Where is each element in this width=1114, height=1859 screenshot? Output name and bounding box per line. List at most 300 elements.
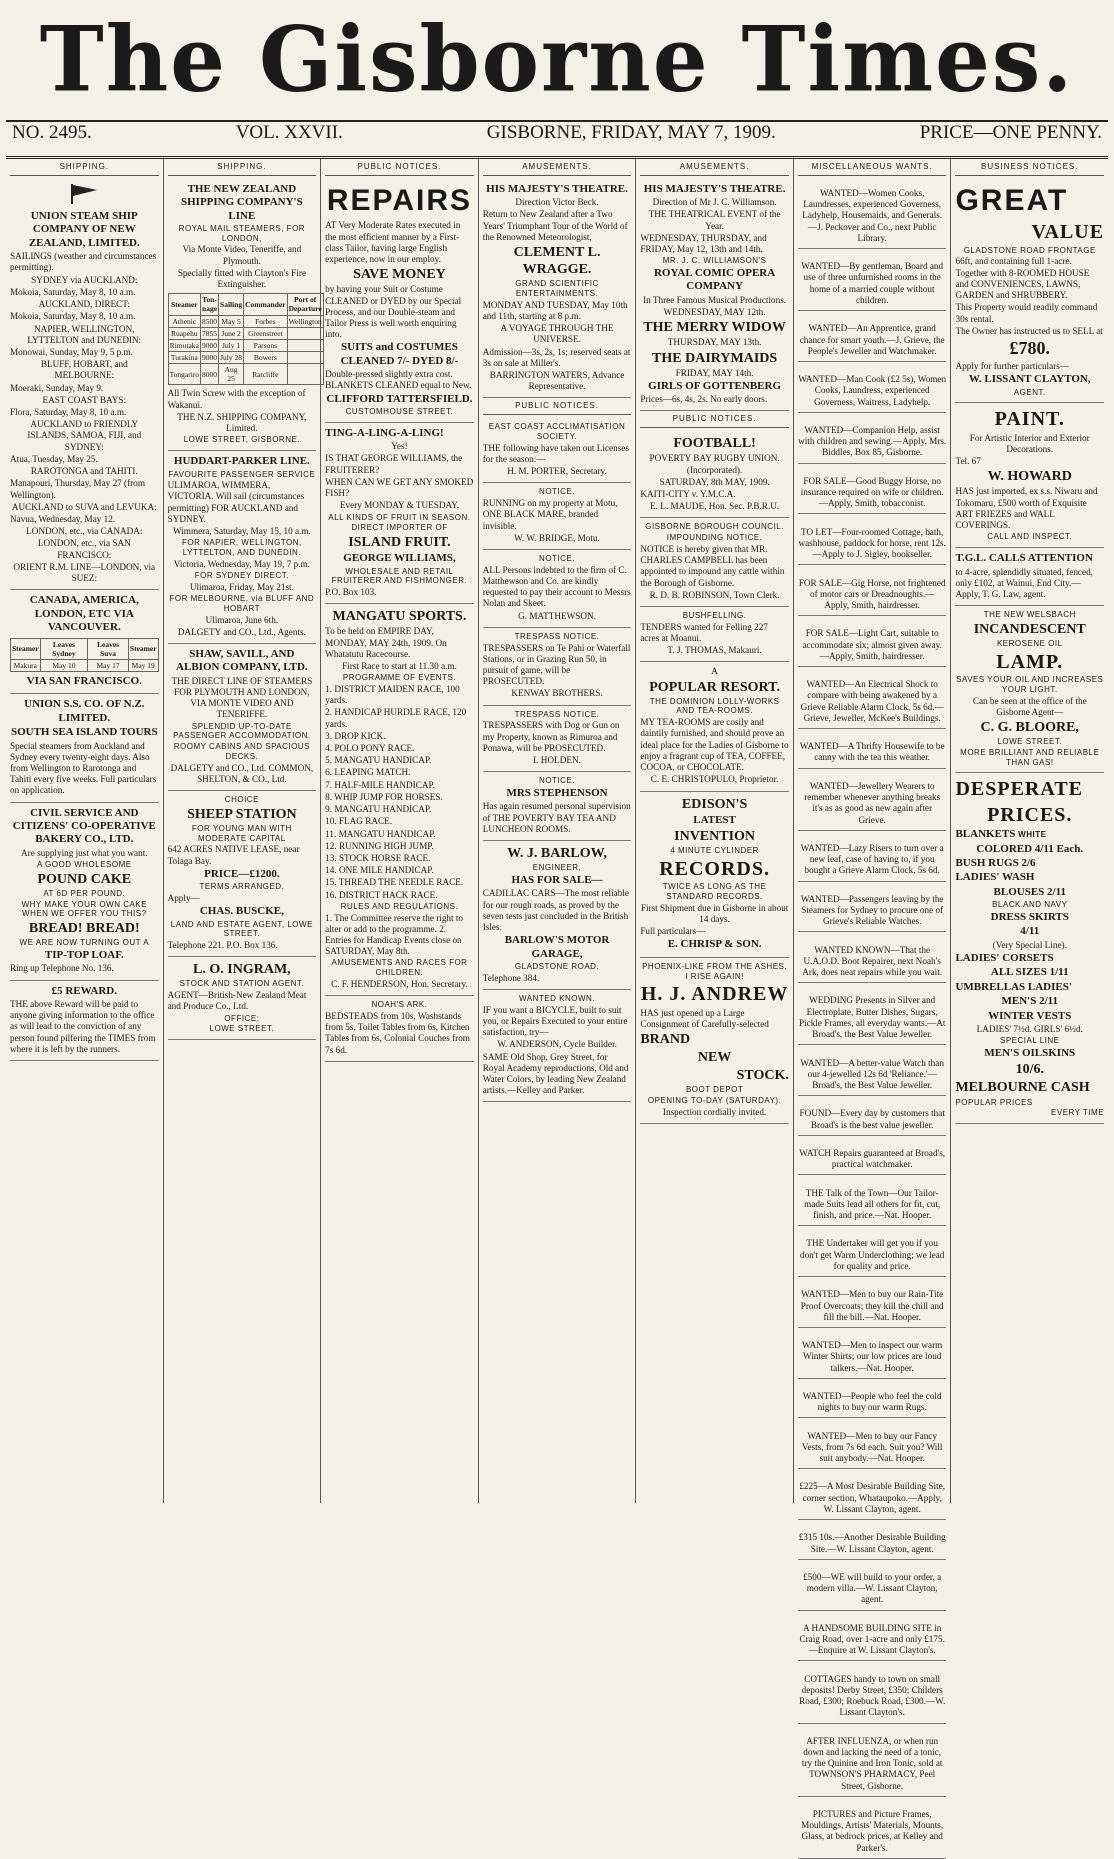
edison-shipment: First Shipment due in Gisborne in about 14 days.	[640, 902, 789, 924]
south-sea-body: Special steamers from Auckland and Sydney every twenty-eight days. Also from Wellington to Rarotonga and Tahiti every five weeks. Full particulars on application.	[10, 740, 157, 796]
andrew-stock: STOCK.	[736, 1068, 789, 1084]
stephenson-name: MRS STEPHENSON	[506, 787, 608, 800]
nzs-company: THE N.Z. SHIPPING COMPANY, Limited.	[177, 411, 307, 434]
programme-title: PROGRAMME OF EVENTS.	[342, 673, 456, 683]
huddart-ad	[168, 451, 317, 644]
bushfelling-body: TENDERS wanted for Felling 227 acres at Moanui.	[640, 621, 768, 643]
george-question: IS THAT GEORGE WILLIAMS, the FRUITERER?	[325, 453, 463, 475]
gladstone-apply: Apply for further particulars—	[955, 360, 1069, 371]
ladies-wash: LADIES' WASH	[955, 871, 1035, 884]
theatre-dates: WEDNESDAY, THURSDAY, and FRIDAY, May 12, 13th and 14th.	[640, 232, 767, 255]
george-pobox: P.O. Box 103.	[325, 587, 377, 597]
wragge-dates: MONDAY AND TUESDAY, May 10th and 11th, starting at 8 p.m.	[482, 299, 628, 321]
blouses: BLOUSES 2/11	[993, 885, 1066, 898]
repairs-body: AT Very Moderate Rates executed in the most efficient manner by a First-class Tailor, having large English experience, now in our employ.	[325, 220, 461, 264]
list-item: A HANDSOME BUILDING SITE in Craig Road, over 1-acre and only £175.—Enquire at W. Lissant Clayton's.	[798, 1620, 947, 1662]
noahs-ark-ad	[325, 996, 474, 1062]
column-business	[951, 159, 1108, 1503]
incandescent: INCANDESCENT	[973, 621, 1086, 637]
list-item: WANTED—Lazy Risers to turn over a new leaf, case of having to, if you bought a Grieve Alarm Clock, 5s 6d.	[798, 840, 947, 882]
dateline	[6, 122, 1108, 159]
event-item: 14. ONE MILE HANDICAP.	[325, 865, 434, 876]
union-title: UNION STEAM SHIP COMPANY OF NEW ZEALAND, LIMITED.	[28, 209, 140, 249]
impounding-title: IMPOUNDING NOTICE.	[666, 533, 763, 543]
blankets-item: BLANKETS	[955, 828, 1016, 841]
notice-title: NOTICE.	[539, 776, 575, 786]
edison-latest: LATEST	[693, 813, 736, 826]
bloore-name: C. G. BLOORE,	[980, 720, 1079, 736]
reward-body: THE above Reward will be paid to anyone giving information to the office as will lead to the conviction of any person found pilfering the TIMES from where it is left by the runners.	[10, 999, 156, 1054]
column-misc-wants	[794, 159, 952, 1853]
theatre-event: THE THEATRICAL EVENT of the Year.	[648, 209, 781, 231]
andrew-inspection: Inspection cordially invited.	[662, 1106, 767, 1117]
bushfelling-title: BUSHFELLING.	[682, 610, 747, 620]
every-time: EVERY TIME	[1051, 1108, 1105, 1118]
acclim-porter: H. M. PORTER, Secretary.	[507, 466, 607, 477]
column-header: AMUSEMENTS.	[483, 159, 632, 176]
bakery-why: WHY MAKE YOUR OWN CAKE WHEN WE OFFER YOU THIS?	[21, 899, 147, 919]
bushfelling-ad	[640, 607, 789, 662]
volume: VOL. XXVII.	[235, 122, 343, 143]
kelley-parker-line: SAME Old Shop, Grey Street, for Royal Academy reproductions, Old and Water Colors, by leading New Zealand artists.—Kelley and Parker.	[482, 1051, 629, 1096]
nzs-fitted: Specially fitted with Clayton's Fire Extinguisher.	[177, 267, 306, 290]
suits-price: SUITS and COSTUMES CLEANED 7/- DYED 8/-	[340, 341, 459, 367]
lolly-sign: C. E. CHRISTOPULO, Proprietor.	[650, 774, 779, 785]
henderson: C. F. HENDERSON, Hon. Secretary.	[331, 978, 468, 989]
notice-stephenson	[483, 772, 632, 841]
clifford-name: CLIFFORD TATTERSFIELD.	[326, 392, 473, 405]
corsets: LADIES' CORSETS	[955, 951, 1054, 964]
reward-title: £5 REWARD.	[51, 984, 117, 997]
nzs-via: Via Monte Video, Teneriffe, and Plymouth.	[182, 244, 302, 266]
football-union: POVERTY BAY RUGBY UNION. (Incorporated).	[649, 453, 780, 475]
sheep-title: SHEEP STATION	[187, 806, 297, 822]
notice-title: TRESPASS NOTICE.	[514, 709, 600, 719]
children-races: AMUSEMENTS AND RACES FOR CHILDREN.	[331, 958, 468, 978]
chrisp-name: E. CHRISP & SON.	[667, 938, 762, 951]
barlow-name: W. J. BARLOW,	[507, 846, 607, 862]
south-sea-title: SOUTH SEA ISLAND TOURS	[10, 726, 158, 739]
mangatu-body: To be held on EMPIRE DAY, MONDAY, MAY 24th, 1909. On Whatatutu Racecourse.	[325, 626, 447, 659]
sailing-line: AUCKLAND, DIRECT:	[38, 299, 130, 310]
wants-list	[798, 185, 947, 1859]
sailings: SAILINGS (weather and circumstances permitting).	[10, 251, 157, 273]
wragge-ad	[483, 179, 632, 399]
borough-ad	[640, 518, 789, 607]
girls-gottenberg: GIRLS OF GOTTENBERG	[648, 379, 782, 392]
repairs-title: REPAIRS	[326, 183, 473, 217]
umbrellas: UMBRELLAS LADIES'	[955, 980, 1072, 993]
tingaling: TING-A-LING-A-LING!	[325, 426, 444, 439]
theatre-direction: Direction of Mr J. C. Williamson.	[652, 197, 777, 208]
dairymaids: THE DAIRYMAIDS	[652, 350, 778, 366]
list-item: FOUND—Every day by customers that Broad's is the best value jeweller.	[798, 1105, 947, 1135]
paint-title: PAINT.	[994, 408, 1065, 431]
rules-title: RULES AND REGULATIONS.	[340, 901, 459, 911]
sailing-line: Mokoia, Saturday, May 8, 10 a.m.	[10, 286, 136, 297]
sailing-line: LONDON, etc., via CANADA:	[26, 526, 143, 537]
huddart-line: FOR SYDNEY DIRECT.	[194, 571, 289, 581]
bakery-phone: Ring up Telephone No. 136.	[10, 963, 114, 974]
fish-days: Every MONDAY & TUESDAY.	[339, 500, 459, 511]
trespass-holden	[483, 706, 632, 773]
barlow-sale: HAS FOR SALE—	[511, 873, 603, 886]
list-item: PICTURES and Picture Frames, Mouldings, Artists' Materials, Mounts, Glass, at bedrock prices, at Kelley and Parker's.	[798, 1806, 947, 1859]
uss-ad	[10, 694, 159, 802]
table-header: Port of Departure	[288, 295, 322, 314]
mangatu-sports-ad	[325, 604, 474, 996]
acclimatisation-ad	[483, 418, 632, 483]
all-kinds: ALL KINDS OF FRUIT IN SEASON.	[328, 512, 471, 522]
blankets-colored: COLORED 4/11 Each.	[976, 842, 1084, 855]
event-item: 16. DISTRICT HACK RACE.	[325, 889, 438, 900]
list-item: WANTED—Jewellery Wearers to remember whenever anything breaks it's as as good as new again after Grieve.	[798, 778, 947, 831]
merry-widow: THE MERRY WIDOW	[643, 320, 786, 336]
huddart-line: FOR MELBOURNE, via BLUFF AND HOBART	[169, 594, 315, 613]
sailing-line: Navua, Wednesday, May 12.	[10, 514, 116, 524]
barlow-tel: Telephone 384.	[482, 972, 540, 983]
andrew-ad	[640, 958, 789, 1124]
list-item: WANTED—Men to buy our Rain-Tite Proof Overcoats; they kill the chill and fill the bill.—Nat. Hooper.	[798, 1286, 947, 1328]
sailing-line: BLUFF, HOBART, and MELBOURNE:	[40, 359, 128, 381]
impounding-body: NOTICE is hereby given that MR. CHARLES CAMPBELL has been appointed to impound any cattle within the Borough of Gisborne.	[640, 543, 785, 588]
williamson-ad	[640, 179, 789, 412]
first-race: First Race to start at 11.30 a.m.	[342, 660, 457, 671]
column-shipping-2	[164, 159, 322, 1503]
howard-body: HAS just imported, ex s.s. Niwaru and Tokomaru, £500 worth of Exquisite ART FRIEZES and WALL COVERINGS.	[955, 486, 1098, 531]
canada-table: Steamer Leaves Sydney Leaves Suva Steamer Makura May 10 May 17 May 19	[12, 639, 157, 670]
list-item: WANTED—Companion Help, assist with children and sewing.—Apply, Mrs. Biddles, Box 85, Gisborne.	[798, 422, 947, 464]
dress-skirts: DRESS SKIRTS	[990, 910, 1069, 923]
paint-ad	[955, 403, 1104, 548]
lolly-body: MY TEA-ROOMS are cosily and daintily furnished, and should prove an ideal place for the Ladies of Gisborne to enjoy a fragrant cup of TEA, COFFEE, COCOA, or CHOCOLATE.	[640, 717, 789, 773]
football-date: SATURDAY, 8th MAY, 1909.	[659, 476, 770, 487]
sheep-choice: CHOICE	[224, 795, 259, 805]
direct-importer: DIRECT IMPORTER OF	[351, 523, 448, 533]
sailing-line: RAROTONGA and TAHITI.	[30, 466, 138, 477]
borough-title: GISBORNE BOROUGH COUNCIL.	[645, 522, 784, 532]
event-item: 10. FLAG RACE.	[325, 816, 393, 827]
bread-heading: BREAD! BREAD!	[28, 921, 140, 937]
table-header: Ton-nage	[202, 295, 218, 314]
melbourne-cash: MELBOURNE CASH	[955, 1080, 1090, 1096]
sheep-price: PRICE—£1200.	[204, 867, 280, 880]
ingram-sub: STOCK AND STATION AGENT.	[179, 979, 305, 989]
notice-body: ALL Persons indebted to the firm of C. Matthewson and Co. are kindly requested to pay their account to Messrs Nolan and Skeet.	[482, 564, 631, 609]
wragge-grand: GRAND SCIENTIFIC ENTERTAINMENTS.	[515, 279, 599, 298]
clayton-name: W. LISSANT CLAYTON,	[968, 373, 1091, 386]
sailing-line: Flora, Saturday, May 8, 10 a.m.	[10, 407, 127, 418]
wragge-name: CLEMENT L. WRAGGE.	[513, 245, 601, 278]
lamp-saves: SAVES YOUR OIL AND INCREASES YOUR LIGHT.	[956, 675, 1104, 694]
sailing-line: Moeraki, Sunday, May 9.	[10, 382, 104, 393]
buscke-name: CHAS. BUSCKE,	[199, 905, 284, 918]
great-title: GREAT	[955, 183, 1069, 217]
yes-line: Yes!	[391, 441, 408, 452]
notice-sign: KENWAY BROTHERS.	[511, 688, 603, 699]
event-item: 8. WHIP JUMP FOR HORSES.	[325, 791, 443, 802]
sanfran-title: VIA SAN FRANCISCO.	[26, 674, 142, 687]
wragge-rep: BARRINGTON WATERS, Advance Representative.	[489, 370, 625, 392]
list-item: WANTED—Men to buy our Fancy Vests, from 7s 6d each. Suit you? Will suit anybody.—Nat. Hooper.	[798, 1428, 947, 1470]
paint-tel: Tel. 67	[955, 456, 981, 467]
ingram-ad	[168, 957, 317, 1040]
nzs-table	[168, 293, 324, 385]
notice-title: NOTICE.	[539, 487, 575, 497]
phoenix-line: PHOENIX-LIKE FROM THE ASHES, I RISE AGAIN!	[642, 961, 788, 981]
sheep-sub: FOR YOUNG MAN WITH MODERATE CAPITAL	[191, 823, 292, 843]
price: PRICE—ONE PENNY.	[919, 122, 1102, 143]
sailing-line: Monowai, Sunday, May 9, 5 p.m.	[10, 346, 133, 357]
huddart-line: Ulimaroa, June 6th.	[205, 614, 279, 625]
bakery-turning: WE ARE NOW TURNING OUT A	[19, 938, 150, 948]
notice-title: NOTICE.	[539, 553, 575, 563]
barlow-ad	[483, 841, 632, 990]
list-item: WANTED—By gentleman, Board and use of three unfurnished rooms in the home of a married couple without children.	[798, 258, 947, 311]
clifford-address: CUSTOMHOUSE STREET.	[345, 407, 454, 417]
popular-resort: POPULAR RESORT.	[649, 679, 780, 695]
blankets-white: WHITE	[1018, 830, 1047, 840]
sheep-acres: 642 ACRES NATIVE LEASE, near Tolaga Bay.	[167, 844, 300, 866]
table-row: Rimutaka 9000 July 1 Parsons	[168, 339, 323, 351]
kerosene: KEROSENE OIL	[996, 638, 1063, 648]
event-item: 6. LEAPING MATCH.	[325, 767, 411, 778]
table-header: Commander	[244, 294, 287, 315]
shaw-savill-ad	[168, 644, 317, 791]
section-header: PUBLIC NOTICES.	[640, 411, 789, 428]
shaw-cabins: ROOMY CABINS AND SPACIOUS DECKS.	[173, 742, 310, 761]
bakery-title: CIVIL SERVICE AND CITIZENS' CO-OPERATIVE BAKERY CO., LTD.	[12, 806, 156, 846]
column-header: PUBLIC NOTICES.	[325, 159, 474, 176]
sailing-line: NAPIER, WELLINGTON, LYTTELTON and DUNEDIN:	[27, 323, 142, 345]
canada-title: CANADA, AMERICA, LONDON, ETC VIA VANCOUVER.	[29, 594, 139, 634]
theatre-direction: Direction Victor Beck.	[515, 197, 599, 208]
column-amusements-2	[636, 159, 794, 1503]
ingram-body: AGENT—British-New Zealand Meat and Produce Co., Ltd.	[167, 990, 307, 1012]
event-item: 15. THREAD THE NEEDLE RACE.	[325, 877, 464, 888]
save-body: by having your Suit or Costume CLEANED or DYED by our Special Process, and our Double-steam and Tailor Press is well worth enquiring into.	[325, 284, 462, 340]
welsbach-title: THE NEW WELSBACH	[983, 610, 1076, 620]
column-header: MISCELLANEOUS WANTS.	[798, 159, 947, 176]
special-line: SPECIAL LINE	[1000, 1036, 1060, 1046]
gladstone-rental: This Property would readily command 30s rental.	[955, 302, 1098, 324]
dress-price: 4/11	[1020, 925, 1040, 938]
nzs-address: LOWE STREET, GISBORNE.	[183, 435, 301, 445]
theatre-jcw: MR. J. C. WILLIAMSON'S	[662, 256, 767, 266]
notice-body: RUNNING on my property at Motu, ONE BLACK MARE, branded invisible.	[482, 498, 618, 531]
save-money: SAVE MONEY	[353, 267, 446, 283]
gladstone-body: 66ft, and containing full 1-acre. Together with 8-ROOMED HOUSE and CONVENIENCES, LAWNS, GARDEN and SHRUBBERY.	[955, 256, 1090, 301]
bakery-body: Are supplying just what you want.	[21, 847, 148, 858]
tgl-ad	[955, 548, 1104, 606]
winter-vests: WINTER VESTS	[988, 1009, 1072, 1022]
barlow-cadillac: CADILLAC CARS—The most reliable for our rough roads, as proved by the seven tests just concluded in the British Isles.	[482, 888, 629, 932]
ingram-office: OFFICE:	[224, 1013, 260, 1023]
theatre-title: HIS MAJESTY'S THEATRE.	[486, 182, 628, 195]
barlow-engineer: ENGINEER,	[532, 863, 582, 873]
bloore-brilliant: MORE BRILLIANT AND RELIABLE THAN GAS!	[960, 747, 1100, 767]
oilskins: MEN'S OILSKINS	[984, 1046, 1076, 1059]
blankets-line: Double-pressed slightly extra cost. BLANKETS CLEANED equal to New.	[325, 369, 472, 391]
popular-prices: POPULAR PRICES	[955, 1097, 1033, 1107]
list-item: £225—A Most Desirable Building Site, corner section, Whataupoko.—Apply, W. Lissant Clayton, agent.	[798, 1478, 947, 1520]
bushfelling-sign: T. J. THOMAS, Makauri.	[667, 645, 762, 656]
andrew-brand: BRAND	[640, 1032, 691, 1048]
column-header: SHIPPING.	[10, 159, 159, 176]
notice-sign: W. W. BRIDGE, Motu.	[514, 532, 600, 543]
sheep-apply: Apply—	[167, 893, 200, 904]
island-fruit: ISLAND FRUIT.	[348, 535, 451, 551]
theatre-body: Return to New Zealand after a Two Years' Triumphant Tour of the World of the Renowned Meteorologist,	[482, 209, 628, 242]
list-item: FOR SALE—Light Cart, suitable to accommodate six; almost given away.—Apply, Smith, hairdresser.	[798, 625, 947, 667]
bloore-address: LOWE STREET.	[997, 737, 1063, 747]
list-item: WEDDING Presents in Silver and Electroplate, Butter Dishes, Sugars, Pickle Frames, all everyday wants.—At Broad's, the Best Value Jeweller.	[798, 992, 947, 1045]
sailing-line: AUCKLAND to FRIENDLY ISLANDS, SAMOA, FIJI, and SYDNEY:	[27, 419, 142, 452]
list-item: WANTED—An Electrical Shock to compare with being awakened by a Grieve Reliable Alarm Clock, 5s 6d.—Grieve, Jeweller, McKee's Buildings.	[798, 676, 947, 729]
shaw-title: SHAW, SAVILL, AND ALBION COMPANY, LTD.	[176, 647, 308, 674]
bakery-ad	[10, 803, 159, 981]
theatre-title: HIS MAJESTY'S THEATRE.	[643, 182, 786, 195]
list-item: WANTED—Women Cooks, Laundresses, experienced Governess, Ladyhelp, Housemaids, and Generals.—J. Peckover and Co., next Public Library.	[798, 185, 947, 249]
event-item: 13. STOCK HORSE RACE.	[325, 852, 431, 863]
newspaper-title: The Gisborne Times.	[39, 6, 1075, 113]
andrew-opening: OPENING TO-DAY (SATURDAY).	[647, 1096, 782, 1106]
lolly-works: THE DOMINION LOLLY-WORKS AND TEA-ROOMS.	[649, 696, 780, 716]
shaw-splendid: SPLENDID UP-TO-DATE PASSENGER ACCOMMODATION.	[173, 721, 311, 741]
column-header: BUSINESS NOTICES.	[955, 159, 1104, 176]
nzs-sub: ROYAL MAIL STEAMERS, FOR LONDON,	[178, 223, 306, 243]
andrew-body: HAS just opened up a Large Consignment of Carefully-selected	[640, 1007, 769, 1029]
masthead	[6, 0, 1108, 122]
list-item: WANTED—An Apprentice, grand chance for smart youth.—J. Grieve, the People's Jeweller and Watchmaker.	[798, 320, 947, 362]
event-item: 7. HALF-MILE HANDICAP.	[325, 779, 435, 790]
event-item: 2. HANDICAP HURDLE RACE, 120 yards.	[325, 707, 467, 729]
resort-a: A	[711, 666, 718, 677]
sheep-terms: TERMS ARRANGED.	[199, 882, 285, 892]
andrew-new: NEW	[697, 1050, 732, 1066]
theatre-thu: THURSDAY, MAY 13th.	[667, 337, 762, 348]
prices-title: PRICES.	[987, 803, 1073, 826]
tgl-body: to 4-acre, splendidly situated, fenced, only £102, at Wainui, End City.—Apply, T. G. Law, agent.	[955, 566, 1093, 599]
column-header: SHIPPING.	[168, 159, 317, 176]
football-sign: E. L. MAUDE, Hon. Sec. P.B.R.U.	[650, 501, 780, 512]
edison-title: EDISON'S	[681, 796, 748, 812]
table-row: Tongariro 8000 Aug 25 Ratcliffe	[168, 364, 323, 385]
wanted-known-ad	[483, 990, 632, 1103]
list-item: THE Undertaker will get you if you don't get Warm Underclothing; we lead for quality and price.	[798, 1235, 947, 1277]
paint-artistic: For Artistic Interior and Exterior Decorations.	[969, 432, 1090, 454]
desperate-title: DESPERATE	[955, 778, 1084, 801]
barlow-address: GLADSTONE ROAD.	[514, 962, 600, 972]
lamp-title: LAMP.	[996, 650, 1064, 673]
list-item: WANTED—Men to inspect our warm Winter Shirts; our low prices are loud talkers.—Nat. Hooper.	[798, 1337, 947, 1379]
edison-records: RECORDS.	[659, 857, 770, 880]
list-item: TO LET—Four-roomed Cottage, bath, washhouse, paddock for horse, rent 12s.—Apply to J. Sigley, bookseller.	[798, 524, 947, 566]
trespass-kenway	[483, 628, 632, 706]
clayton-agent: AGENT.	[1013, 387, 1046, 397]
event-item: 3. DROP KICK.	[325, 730, 386, 741]
event-item: 9. MANGATU HANDICAP.	[325, 804, 432, 815]
black-navy: BLACK AND NAVY	[992, 900, 1068, 910]
impounding-sign: R. D. B. ROBINSON, Town Clerk.	[649, 589, 780, 600]
huddart-line: FOR NAPIER, WELLINGTON, LYTTELTON, AND DUNEDIN.	[181, 538, 302, 558]
winter-price: LADIES' 7½d. GIRLS' 6½d.	[976, 1024, 1083, 1035]
huddart-line: Wimmera, Saturday, May 15, 10 a.m.	[172, 526, 311, 537]
noahs-body: BEDSTEADS from 10s, Washstands from 5s, Toilet Tables from 6s, Kitchen Tables from 6s, Colonial Couches from 7s 6d.	[325, 1010, 470, 1055]
buscke-tel: Telephone 221.	[167, 940, 225, 951]
uss-title: UNION S.S. CO. OF N.Z. LIMITED.	[24, 698, 145, 724]
sailing-line: AUCKLAND to SUVA and LEVUKA:	[11, 501, 157, 512]
bakery-wholesome: A GOOD WHOLESOME	[36, 860, 132, 870]
event-item: 5. MANGATU HANDICAP.	[325, 755, 432, 766]
george-name: GEORGE WILLIAMS,	[343, 552, 456, 565]
list-item: WANTED—Man Cook (£2 5s), Women Cooks, Laundress, experienced Governess, Waitress, Ladyhelp.	[798, 371, 947, 413]
gladstone-price: £780.	[1009, 338, 1050, 359]
shaw-agents: DALGETY and CO., Ltd. COMMON, SHELTON, & CO., Ltd.	[170, 762, 314, 784]
sailing-line: LONDON, etc., via SAN FRANCISCO:	[37, 538, 131, 560]
howard-name: W. HOWARD	[987, 469, 1072, 485]
edison-ad	[640, 792, 789, 958]
gladstone-frontage: GLADSTONE ROAD FRONTAGE	[963, 245, 1096, 255]
list-item: FOR SALE—Good Buggy Horse, no insurance required on wife or children.—Apply, Smith, tobacconist.	[798, 473, 947, 515]
theatre-fri: FRIDAY, MAY 14th.	[675, 367, 754, 378]
theatre-wed: WEDNESDAY, MAY 12th.	[663, 307, 766, 318]
column-shipping-1	[6, 159, 164, 1503]
oilskin-price: 10/6.	[1015, 1062, 1044, 1078]
andrew-boot: BOOT DEPOT	[685, 1085, 744, 1095]
list-item: WANTED—A better-value Watch than our 4-jewelled 12s 6d 'Reliance.'—Broad's, the Best Value Jeweller.	[798, 1055, 947, 1097]
fish-question: WHEN CAN WE GET ANY SMOKED FISH?	[325, 476, 474, 499]
table-row: Athenic 8500 May 5 Forbes Wellington	[168, 315, 323, 327]
shaw-body: THE DIRECT LINE OF STEAMERS FOR PLYMOUTH AND LONDON, VIA MONTE VIDEO AND TENERIFFE.	[171, 675, 313, 720]
table-header: Steamer	[168, 294, 200, 315]
bakery-price: AT 6D PER POUND.	[43, 888, 126, 898]
sailing-line: Mokoia, Saturday, May 8, 10 a.m.	[10, 311, 136, 322]
pound-cake: POUND CAKE	[37, 871, 132, 887]
football-ad	[640, 431, 789, 518]
mangatu-title: MANGATU SPORTS.	[332, 609, 467, 625]
wanted-known-body: IF you want a BICYCLE, built to suit you, or Repairs Executed to your entire satisfaction, try—	[482, 1004, 628, 1038]
canada-ad	[10, 590, 159, 694]
football-match: KAITI-CITY v. Y.M.C.A.	[640, 488, 736, 499]
noahs-title: NOAH'S ARK.	[371, 1000, 428, 1010]
acclim-body: THE following have taken out Licenses for the season:—	[482, 442, 629, 464]
buscke-pobox: P.O. Box 136.	[226, 940, 278, 951]
sailing-line: Atua, Tuesday, May 25.	[10, 453, 98, 464]
repairs-ad	[325, 179, 474, 423]
list-item: FOR SALE—Gig Horse, not frightened of motor cars or Dreadnoughts.—Apply, Smith, hairdresser.	[798, 575, 947, 617]
edison-cylinder: 4 MINUTE CYLINDER	[670, 846, 759, 856]
list-item: WANTED KNOWN—That the U.A.O.D. Boot Repairer, next Noah's Ark, does neat repairs while you wait.	[798, 942, 947, 984]
desperate-prices-ad	[955, 773, 1104, 1124]
sailing-line: ORIENT R.M. LINE—LONDON, via SUEZ:	[13, 561, 156, 584]
event-item: 12. RUNNING HIGH JUMP.	[325, 840, 434, 851]
huddart-title: HUDDART-PARKER LINE.	[173, 455, 310, 468]
great-value-ad	[955, 179, 1104, 404]
theatre-prices: Prices—6s, 4s, 2s. No early doors.	[640, 394, 768, 405]
union-steamship-ad	[10, 179, 159, 591]
sheep-station-ad	[168, 791, 317, 957]
table-header: Sailing	[219, 294, 244, 315]
tgl-title: T.G.L. CALLS ATTENTION	[955, 552, 1093, 565]
notice-mare	[483, 483, 632, 550]
wragge-admission: Admission—3s, 2s, 1s; reserved seats at 3s on sale at Miller's.	[482, 346, 631, 368]
list-item: WANTED—Passengers leaving by the Steamers for Sydney to procure one of Grieve's Reliable Watches.	[798, 891, 947, 933]
column-public-notices	[321, 159, 479, 1503]
notice-body: TRESPASSERS on Te Pahi or Waterfall Stations, or in Grazing Run 50, in pursuit of game, will be PROSECUTED.	[482, 642, 631, 687]
column-amusements-1	[479, 159, 637, 1503]
nz-shipping-ad	[167, 179, 322, 451]
